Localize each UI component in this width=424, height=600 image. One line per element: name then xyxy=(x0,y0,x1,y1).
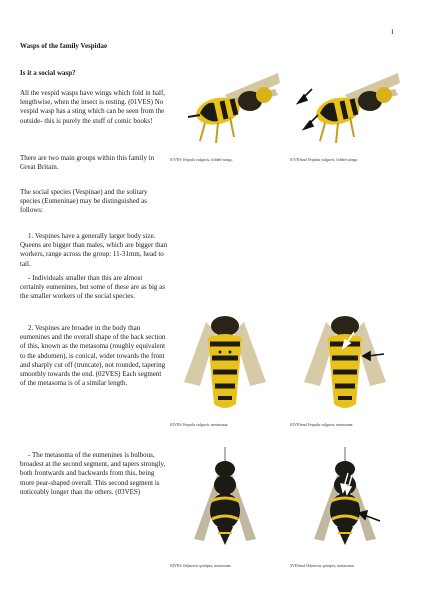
paragraph-4: 1. Vespines have a generally larger body size. Queens are bigger than males, which are bigger than workers, range across the group: 11-31mm, head to tail. xyxy=(20,232,168,268)
wasp-side-photo-2 xyxy=(290,65,400,147)
wasp-metasoma-photo-1 xyxy=(170,312,280,412)
figure-caption-6: 3VESmd Odynerus spinipes, metasoma. xyxy=(290,563,355,568)
section-heading: Is it a social wasp? xyxy=(20,69,76,77)
paragraph-5: - Individuals smaller than this are almost certainly eumenines, but some of these are as big as the smaller workers of the social species. xyxy=(20,274,166,301)
paragraph-7: - The metasoma of the eumenines is bulbous, broadest at the second segment, and tapers strongly, both frontwards and backwards from this, being more pear-shaped overall. This second segment is noticeably longer than the others. (03VES) xyxy=(20,451,166,496)
wasp-side-photo-1 xyxy=(170,65,280,147)
figure-caption-5: 03VES Odynerus spinipes, metasoma. xyxy=(170,563,232,568)
wasp-metasoma-photo-2 xyxy=(290,312,400,412)
page-title: Wasps of the family Vespidae xyxy=(20,42,108,50)
figure-caption-2: 01VESmd Vespula vulgaris, folded wings. xyxy=(290,157,359,162)
arrow-icon xyxy=(298,89,318,129)
figure-caption-1: 01VES Vespula vulgaris, folded wings. xyxy=(170,157,233,162)
paragraph-3: The social species (Vespinae) and the solitary species (Eumeninae) may be distinguished as follows: xyxy=(20,188,148,215)
figure-caption-3: 02VES Vespula vulgaris, metasoma. xyxy=(170,422,229,427)
odynerus-photo-2 xyxy=(290,447,400,555)
figure-caption-4: 02VESmd Vespula vulgaris, metasoma. xyxy=(290,422,354,427)
paragraph-2: There are two main groups within this family in Great Britain. xyxy=(20,154,155,172)
paragraph-6: 2. Vespines are broader in the body than eumenines and the overall shape of the back section of this, known as the metasoma (roughly equivalent to the abdomen), is conical, wider towards the front and sharply cut off (truncate), not rounded, tapering smoothly towards the end. (02VES) Each segment of the metasoma is of a similar length. xyxy=(20,324,166,388)
odynerus-photo-1 xyxy=(170,447,280,555)
paragraph-1: All the vespid wasps have wings which fold in half, lengthwise, when the insect is resting. (01VES) No vespid wasp has a sting which can be seen from the outside- this is purely the stuff of comic books! xyxy=(20,89,166,125)
page-number: 1 xyxy=(390,28,394,36)
